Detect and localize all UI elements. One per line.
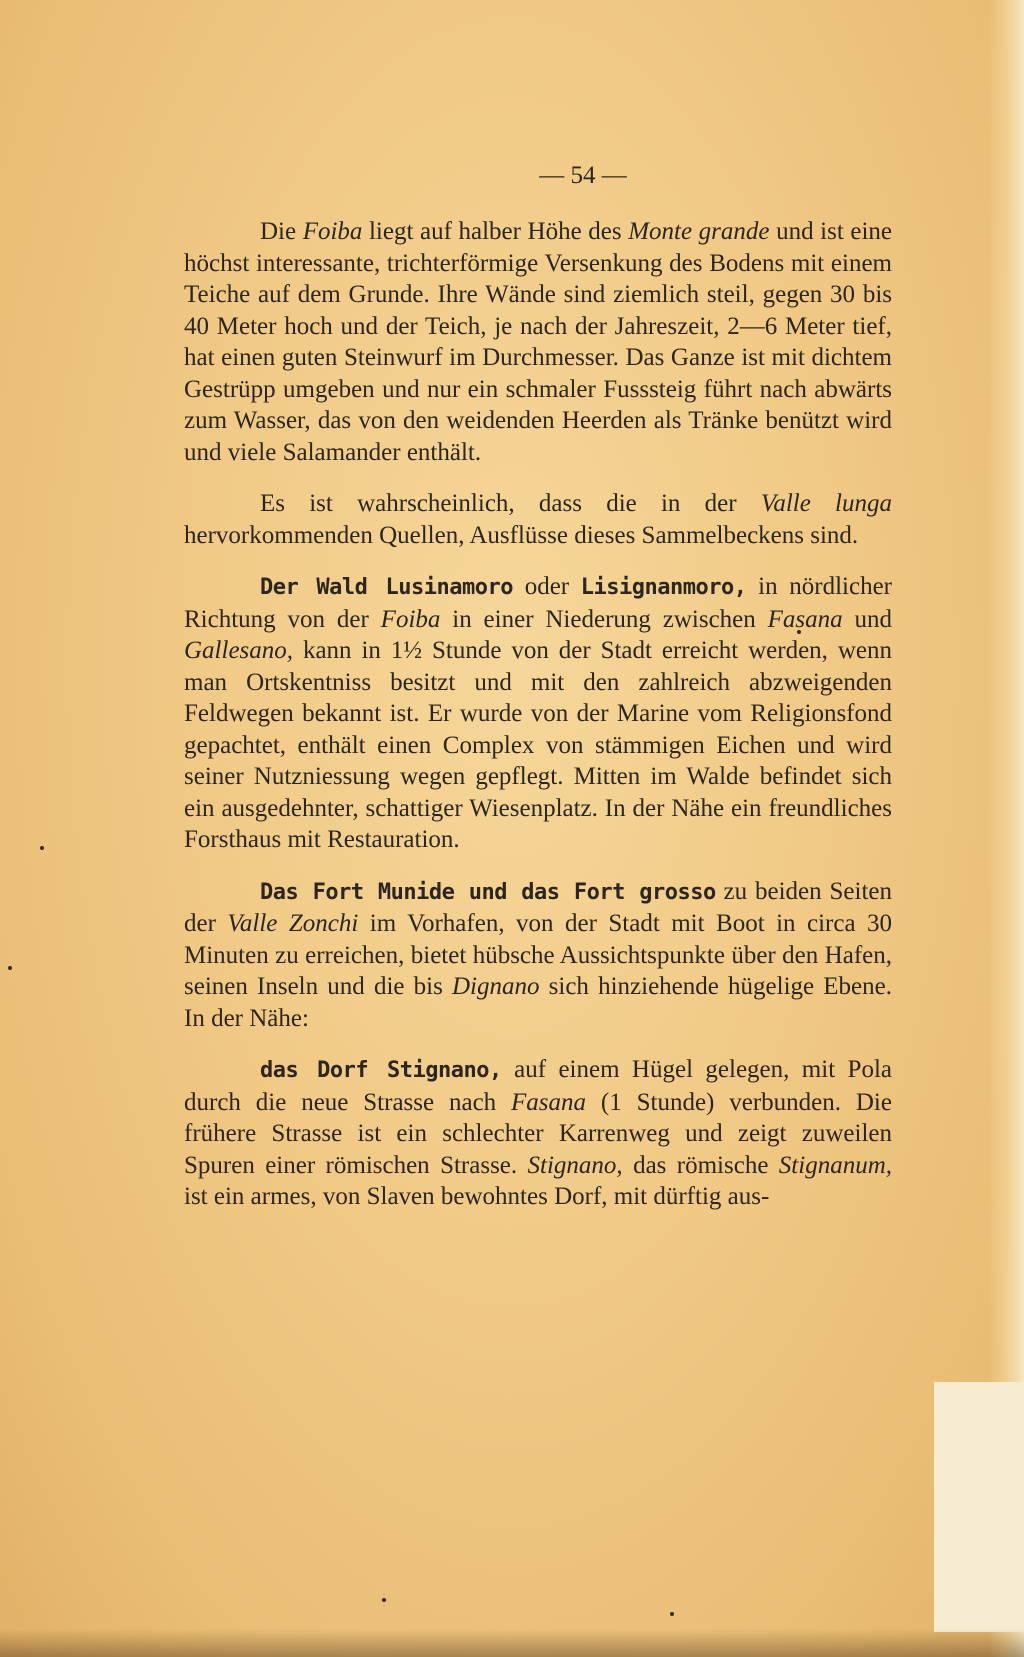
text-run: im Vorhafen, von der Stadt mit Boot in circa 30 Minuten zu erreichen, bietet hübsche Aussichtspunkte über den Hafen, seinen Inseln und die bis bbox=[184, 910, 893, 1000]
text-run: oder bbox=[513, 573, 581, 600]
italic-term: Dignano bbox=[452, 973, 540, 1000]
italic-term: Monte grande bbox=[628, 218, 770, 245]
bold-heading: Das Fort Munide und das Fort grosso bbox=[260, 879, 716, 905]
paragraph bbox=[184, 488, 892, 551]
bold-heading: Der Wald Lusinamoro bbox=[260, 575, 514, 600]
text-run: auf einem Hügel gelegen, mit Pola durch die neue Strasse nach bbox=[184, 1056, 892, 1116]
text-run: in nördlicher Richtung von der bbox=[184, 573, 892, 633]
italic-term: Foiba bbox=[380, 605, 441, 633]
page-number: — 54 — bbox=[539, 162, 627, 189]
ink-speck bbox=[382, 1598, 386, 1602]
text-run: ist ein armes, von Slaven bewohntes Dorf, mit dürftig aus- bbox=[184, 1183, 770, 1210]
ink-speck bbox=[670, 1612, 674, 1616]
italic-term: Valle lunga bbox=[760, 490, 892, 517]
text-run: und ist eine höchst interessante, trichterförmige Versenkung des Bodens mit einem Teiche auf dem Grunde. Ihre Wände sind ziemlich steil, gegen 30 bis 40 Meter hoch und der Teich, je nach der Jahreszeit, 2—6 Meter tief, hat einen guten Steinwurf im Durchmesser. Das Ganze ist mit dichtem Gestrüpp umgeben und nur ein schmaler Fusssteig führt nach abwärts zum Wasser, das von den weidenden Heerden als Tränke benützt wird und viele Salamander enthält. bbox=[184, 218, 892, 466]
bold-heading: Lisignanmoro, bbox=[580, 575, 747, 600]
page-text bbox=[184, 160, 892, 1227]
text-run: liegt auf halber Höhe des bbox=[362, 218, 629, 245]
paragraph bbox=[184, 571, 892, 856]
italic-term: Gallesano, bbox=[184, 637, 294, 664]
text-run: kann in 1½ Stunde von der Stadt erreicht werden, wenn man Ortskentniss besitzt und mit den zahlreich abzweigenden Feldwegen bekannt ist. Er wurde von der Marine vom Religionsfond gepachtet, enthält einen Complex von stämmigen Eichen und wird seiner Nutzniessung wegen gepflegt. Mitten im Walde befindet sich ein ausgedehnter, schattiger Wiesenplatz. In der Nähe ein freundliches Forsthaus mit Restauration. bbox=[184, 637, 892, 853]
text-run: Die bbox=[260, 218, 303, 245]
text-run: zu beiden Seiten der bbox=[184, 877, 892, 937]
italic-term: Valle Zonchi bbox=[227, 910, 359, 937]
text-run: in einer Niederung zwischen bbox=[440, 605, 768, 633]
paragraph-list bbox=[184, 216, 892, 1213]
text-run: sich hinziehende hügelige Ebene. In der Nähe: bbox=[184, 973, 892, 1032]
text-run: hervorkommenden Quellen, Ausflüsse dieses Sammelbeckens sind. bbox=[184, 521, 859, 549]
italic-term: Stignano, bbox=[527, 1151, 623, 1179]
paragraph bbox=[184, 876, 892, 1035]
text-run: (1 Stunde) verbunden. Die frühere Strasse ist ein schlechter Karrenweg und zeigt zuweilen Spuren einer römischen Strasse. bbox=[184, 1088, 892, 1179]
italic-term: Foiba bbox=[302, 218, 363, 245]
paper-strip bbox=[934, 1382, 1024, 1632]
bold-heading: das Dorf Stignano, bbox=[260, 1058, 502, 1083]
paragraph bbox=[184, 1054, 892, 1213]
page-bottom-shadow bbox=[0, 1629, 1024, 1657]
ink-speck bbox=[40, 846, 44, 850]
paragraph bbox=[184, 216, 892, 468]
italic-term: Fasana bbox=[767, 605, 843, 633]
text-run: das römische bbox=[622, 1151, 779, 1179]
ink-speck bbox=[8, 966, 12, 970]
italic-term: Fasana bbox=[511, 1088, 587, 1116]
italic-term: Stignanum, bbox=[778, 1151, 892, 1179]
text-run: und bbox=[842, 605, 892, 633]
text-run: Es ist wahrscheinlich, dass die in der bbox=[260, 490, 761, 517]
